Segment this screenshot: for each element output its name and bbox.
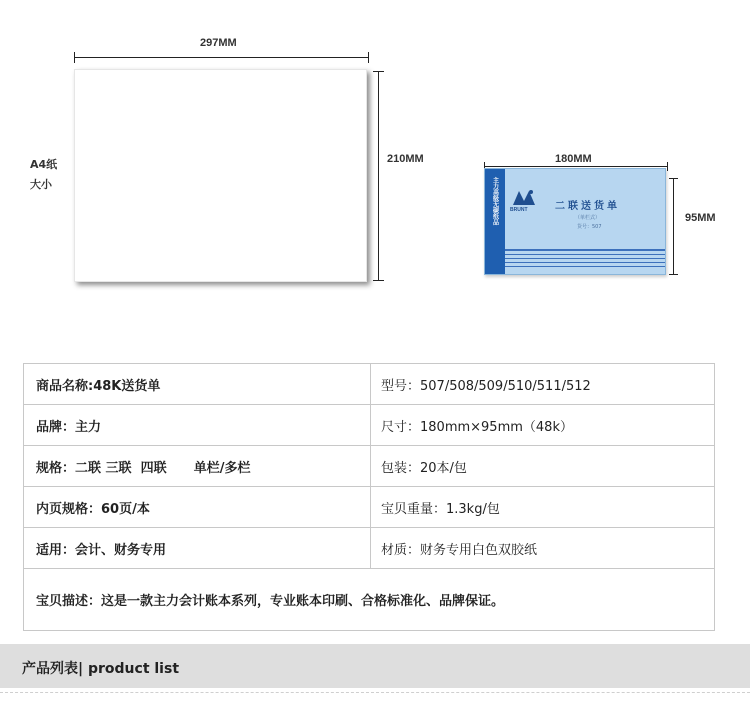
booklet-stripe: [505, 249, 665, 251]
spec-spec: 规格：二联 三联 四联 单栏/多栏: [24, 446, 371, 487]
a4-width-tick-right: [368, 52, 369, 63]
booklet-height-tick-bottom: [669, 274, 678, 275]
a4-height-line: [378, 71, 379, 281]
spec-model: 型号：507/508/509/510/511/512: [371, 364, 715, 405]
delivery-note-booklet: [484, 168, 666, 275]
booklet-height-label: 95MM: [685, 212, 716, 224]
booklet-stripe: [505, 254, 665, 255]
table-row: [24, 405, 715, 446]
table-row: [24, 569, 715, 631]
table-row: [24, 364, 715, 405]
table-row: [24, 487, 715, 528]
a4-note-line2: 大小: [30, 178, 52, 191]
a4-note-line1: A4纸: [30, 158, 58, 171]
a4-width-label: 297MM: [200, 37, 237, 49]
table-row: [24, 446, 715, 487]
spec-weight: 宝贝重量：1.3kg/包: [371, 487, 715, 528]
table-row: [24, 528, 715, 569]
a4-width-tick-left: [74, 52, 75, 63]
booklet-brand: BRUNT: [510, 207, 528, 213]
a4-size-note: [30, 155, 57, 195]
booklet-title: 二联送货单: [555, 201, 620, 212]
spec-material: 材质：财务专用白色双胶纸: [371, 528, 715, 569]
spec-packing: 包装：20本/包: [371, 446, 715, 487]
product-spec-table: [23, 363, 715, 631]
a4-height-label: 210MM: [387, 153, 424, 165]
booklet-subtitle: （单栏式）: [575, 215, 601, 221]
product-list-header: [0, 644, 750, 688]
brand-logo-icon: [513, 189, 535, 205]
spec-description: 宝贝描述：这是一款主力会计账本系列，专业账本印刷、合格标准化、品牌保证。: [24, 569, 715, 631]
booklet-stripe: [505, 258, 665, 259]
booklet-number: 货号：507: [577, 224, 602, 230]
booklet-spine: [485, 169, 505, 274]
booklet-stripe: [505, 266, 665, 267]
a4-width-line: [74, 57, 369, 58]
a4-height-tick-bottom: [373, 280, 384, 281]
product-list-label: 产品列表| product list: [22, 661, 180, 677]
spec-inner: 内页规格：60页/本: [24, 487, 371, 528]
spec-usage: 适用：会计、财务专用: [24, 528, 371, 569]
booklet-height-tick-top: [669, 178, 678, 179]
booklet-width-tick-right: [667, 162, 668, 171]
dashed-divider: [0, 692, 750, 693]
spec-name: 商品名称:48K送货单: [24, 364, 371, 405]
booklet-width-label: 180MM: [555, 153, 592, 165]
booklet-width-line: [484, 166, 668, 167]
a4-paper-sample: [74, 69, 367, 282]
booklet-stripe: [505, 262, 665, 263]
a4-height-tick-top: [373, 71, 384, 72]
booklet-spine-text: 主力高级无碳纸品: [491, 177, 499, 225]
spec-size: 尺寸：180mm×95mm（48k）: [371, 405, 715, 446]
booklet-height-line: [673, 178, 674, 275]
spec-brand: 品牌：主力: [24, 405, 371, 446]
